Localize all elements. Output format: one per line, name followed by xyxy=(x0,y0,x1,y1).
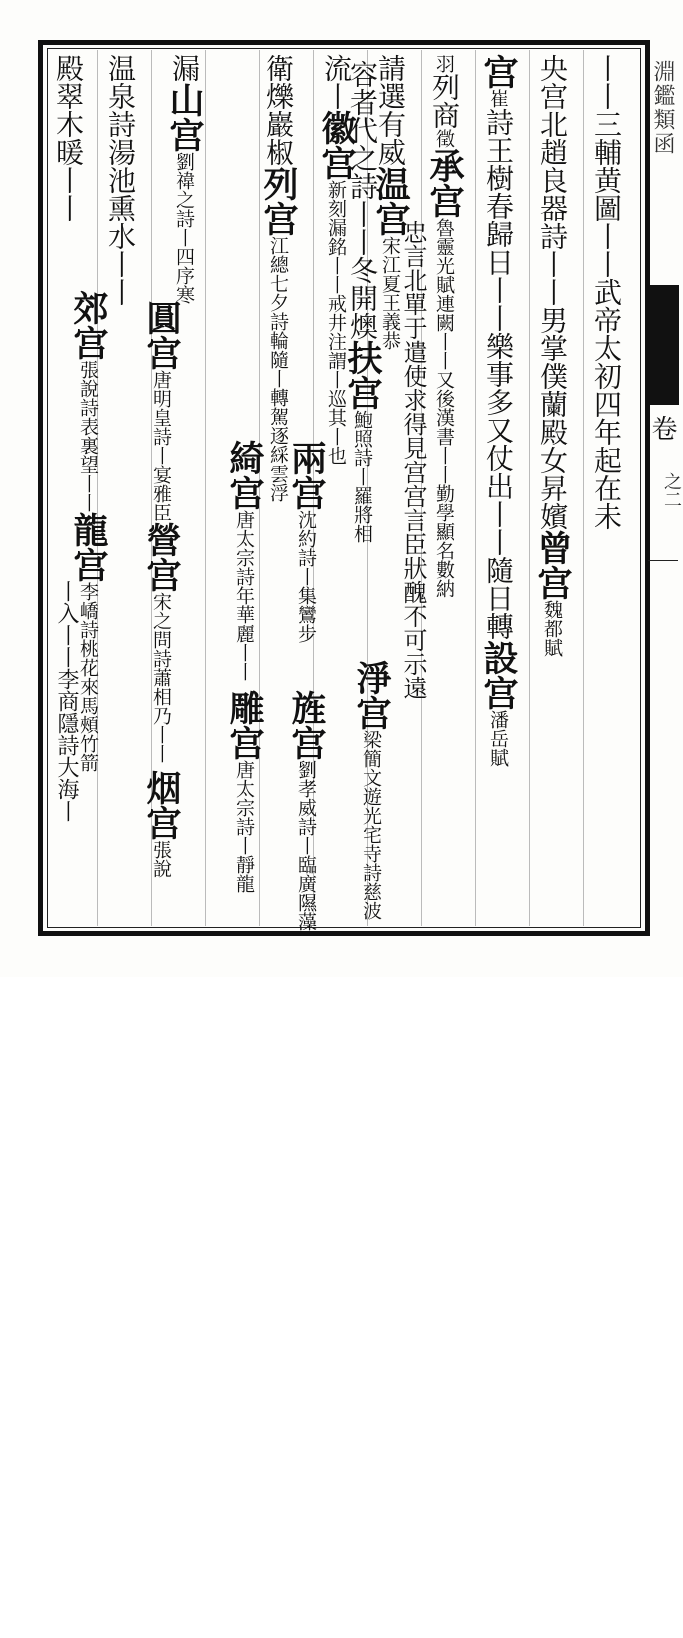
headword: 列宫 xyxy=(258,166,299,236)
annotation: 張說 xyxy=(150,840,172,878)
annotation: 唐太宗詩丨靜龍 xyxy=(233,760,255,893)
annotation: 鮑照詩丨羅將相 xyxy=(351,410,373,543)
column-text: 温泉詩湯池熏水丨丨 xyxy=(104,54,137,306)
column-text: 流丨 xyxy=(320,54,353,110)
headword: 雕宫 xyxy=(224,690,265,760)
column-text: 丨丨三輔黄圖丨丨武帝太初四年起在未 xyxy=(590,54,623,530)
column-text: 殿翠木暖丨丨 xyxy=(52,54,85,222)
headword: 曾宫 xyxy=(532,530,573,600)
text-column-8c xyxy=(141,770,182,1638)
headword: 圓宫 xyxy=(141,300,182,370)
annotation: 徵 xyxy=(433,129,455,148)
annotation: 潘岳賦 xyxy=(487,710,509,767)
column-text: 央宫北趙良器詩丨丨男掌僕蘭殿女昇嬪 xyxy=(536,54,569,530)
column-text: 詩王樹春歸日丨丨樂事多又仗出丨丨隨日轉 xyxy=(482,108,515,640)
annotation: 劉禕之詩丨四序寒 xyxy=(173,152,195,304)
headword: 淨宫 xyxy=(351,660,392,730)
column-text: 忠言北單于遣使求得見宫宫言臣狀醜不可示遠 xyxy=(399,220,427,700)
headword: 龍宫 xyxy=(68,512,109,582)
headword: 徽宫 xyxy=(316,110,357,180)
fish-tail-mark xyxy=(645,285,679,405)
headword: 宫 xyxy=(478,54,519,89)
headword: 温宫 xyxy=(370,166,411,236)
text-column-6c xyxy=(286,690,327,1558)
juan-number: 之二 xyxy=(661,472,682,508)
column-rule xyxy=(205,50,206,926)
margin-rule xyxy=(648,560,678,561)
headword: 扶宫 xyxy=(342,340,383,410)
text-column-4 xyxy=(424,54,465,922)
annotation: 羽 xyxy=(433,54,455,73)
annotation: 新刻漏銘丨丨戒井注謂丨巡其丨也 xyxy=(325,180,347,465)
text-column-10b xyxy=(52,580,80,1448)
annotation: 魏都賦 xyxy=(541,600,563,657)
text-column-3 xyxy=(478,54,519,922)
annotation: 崔 xyxy=(487,89,509,108)
annotation: 丨入丨丨李商隱詩大海丨 xyxy=(54,580,79,822)
column-text: 列商 xyxy=(428,73,461,129)
annotation: 江總七夕詩輪隨丨轉駕逐綵雲浮 xyxy=(267,236,289,502)
annotation: 宋之問詩蕭相乃丨丨 xyxy=(150,592,172,763)
text-column-7c xyxy=(224,690,265,1558)
juan-label: 卷 xyxy=(647,415,677,441)
headword: 烟宫 xyxy=(141,770,182,840)
headword: 營宫 xyxy=(141,522,182,592)
headword: 兩宫 xyxy=(286,440,327,510)
headword: 郊宫 xyxy=(68,290,109,360)
column-text: 衛爍巖椒 xyxy=(262,54,295,166)
headword: 綺宫 xyxy=(224,440,265,510)
annotation: 梁簡文遊光宅寺詩慈波 xyxy=(360,730,382,920)
annotation: 唐明皇詩丨宴雅臣 xyxy=(150,370,172,522)
text-column-2 xyxy=(532,54,573,922)
annotation: 唐太宗詩年華麗丨丨 xyxy=(233,510,255,681)
annotation: 張說詩表裏望丨丨 xyxy=(77,360,99,512)
annotation: 沈約詩丨集鸞步 xyxy=(295,510,317,643)
text-column-1 xyxy=(590,54,622,922)
headword: 山宫 xyxy=(164,82,205,152)
headword: 承宫 xyxy=(424,148,465,218)
text-column-9 xyxy=(104,54,136,922)
headword: 設宫 xyxy=(478,640,519,710)
column-rule xyxy=(529,50,530,926)
annotation: 宋江夏王義恭 xyxy=(379,236,401,350)
annotation: 魯靈光賦連闕丨丨又後漢書丨丨勤學顯名數納 xyxy=(433,218,455,598)
column-text: 容者代之詩丨丨冬開燠 xyxy=(346,60,379,340)
column-text: 漏 xyxy=(168,54,201,82)
text-column-7 xyxy=(258,54,299,922)
annotation: 李嶠詩桃花來馬頰竹箭 xyxy=(77,582,99,772)
column-rule xyxy=(583,50,584,926)
annotation: 劉孝威詩丨臨廣隰藻 xyxy=(295,760,317,931)
column-text: 請選有威 xyxy=(374,54,407,166)
margin-title: 淵鑑類函 xyxy=(650,60,675,156)
headword: 旌宫 xyxy=(286,690,327,760)
column-rule xyxy=(475,50,476,926)
text-column-5c xyxy=(351,660,392,1528)
